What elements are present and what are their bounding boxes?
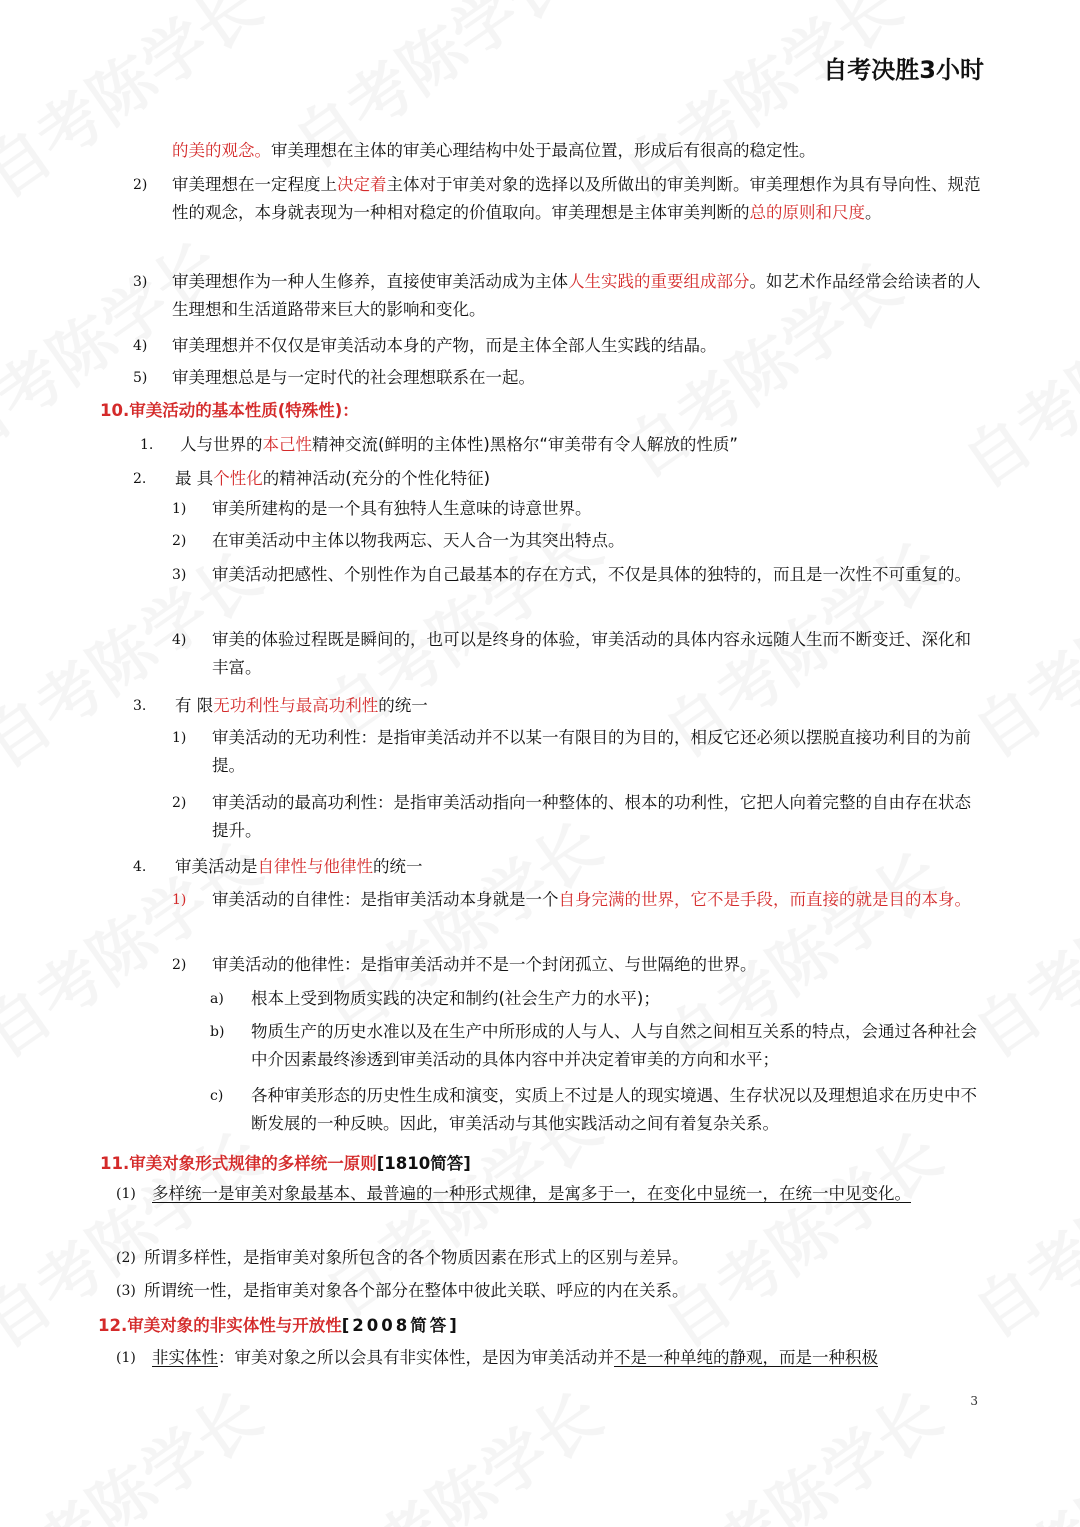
list-number: (1) [116, 1350, 136, 1366]
list-number: 2) [172, 795, 187, 811]
list-number: (2) [116, 1250, 136, 1266]
list-item-text: 根本上受到物质实践的决定和制约(社会生产力的水平)； [251, 989, 660, 1008]
list-item-text: 审美活动的他律性：是指审美活动并不是一个封闭孤立、与世隔绝的世界。 [212, 955, 757, 974]
list-number: 2) [172, 957, 187, 973]
list-item-text: 审美活动是自律性与他律性的统一 [175, 857, 423, 876]
list-letter: c) [210, 1088, 224, 1104]
watermark [643, 1107, 958, 1366]
list-item-text: 审美理想总是与一定时代的社会理想联系在一起。 [172, 368, 535, 387]
list-number: 4) [133, 338, 148, 354]
list-number: 3) [172, 567, 187, 583]
exam-tag: [1810简答] [376, 1154, 471, 1173]
list-item-text: 最 具个性化的精神活动(充分的个性化特征) [175, 469, 491, 488]
red-highlight: 决定着 [337, 175, 387, 194]
list-number: 4) [172, 632, 187, 648]
list-item-text: 审美理想在一定程度上决定着主体对于审美对象的选择以及所做出的审美判断。审美理想作为具有导向性、规范性的观念，本身就表现为一种相对稳定的价值取向。审美理想是主体审美判断的总的原则和尺度。 [172, 175, 981, 222]
list-item-text: 在审美活动中主体以物我两忘、天人合一为其突出特点。 [212, 531, 625, 550]
red-highlight: 自律性与他律性 [257, 857, 373, 876]
watermark [643, 1367, 958, 1527]
list-item-text: 各种审美形态的历史性生成和演变，实质上不过是人的现实境遇、生存状况以及理想追求在历史中不断发展的一种反映。因此，审美活动与其他实践活动之间有着复杂关系。 [251, 1086, 977, 1133]
list-number: (1) [116, 1186, 136, 1202]
red-highlight: 无功利性与最高功利性 [213, 696, 379, 715]
header-title: 自考决胜3小时 [823, 56, 984, 84]
section-heading: 11.审美对象形式规律的多样统一原则[1810简答] [100, 1154, 471, 1173]
watermark [0, 1367, 277, 1527]
list-number: 2) [133, 177, 148, 193]
list-item-text: 多样统一是审美对象最基本、最普遍的一种形式规律，是寓多于一，在变化中显统一，在统一中见变化。 [152, 1184, 911, 1203]
list-letter: a) [210, 991, 224, 1007]
list-item-text: 审美活动把感性、个别性作为自己最基本的存在方式，不仅是具体的独特的，而且是一次性不可重复的。 [212, 565, 971, 584]
exam-tag: [2008简答] [341, 1316, 460, 1335]
watermark [303, 1367, 618, 1527]
list-letter: b) [210, 1024, 225, 1040]
list-item-text: 非实体性：审美对象之所以会具有非实体性，是因为审美活动并不是一种单纯的静观，而是一种积极 [152, 1348, 878, 1367]
list-number: 1) [172, 892, 187, 908]
list-number: 4. [133, 859, 147, 875]
list-item-text: 审美活动的自律性：是指审美活动本身就是一个自身完满的世界，它不是手段，而直接的就是目的本身。 [212, 890, 971, 909]
list-item-text: 有 限无功利性与最高功利性的统一 [175, 696, 428, 715]
list-item-text: 审美活动的最高功利性：是指审美活动指向一种整体的、根本的功利性，它把人向着完整的自由存在状态提升。 [212, 793, 971, 840]
list-item-text: 审美理想作为一种人生修养，直接使审美活动成为主体人生实践的重要组成部分。如艺术作品经常会给读者的人生理想和生活道路带来巨大的影响和变化。 [172, 272, 981, 319]
red-highlight: 自身完满的世界，它不是手段，而直接的就是目的本身。 [558, 890, 971, 909]
red-highlight: 人生实践的重要组成部分 [568, 272, 750, 291]
list-item-text: 审美理想并不仅仅是审美活动本身的产物，而是主体全部人生实践的结晶。 [172, 336, 717, 355]
list-number: (3) [116, 1283, 136, 1299]
red-highlight: 的美的观念。 [172, 141, 271, 160]
list-number: 3. [133, 698, 147, 714]
page-number: 3 [970, 1394, 978, 1408]
list-item-text: 审美的体验过程既是瞬间的，也可以是终身的体验，审美活动的具体内容永远随人生而不断变迁、深化和丰富。 [212, 630, 971, 677]
list-item-text: 人与世界的本己性精神交流(鲜明的主体性)黑格尔“审美带有令人解放的性质” [180, 435, 738, 454]
red-highlight: 本己性 [262, 435, 312, 454]
underlined-term: 非实体性 [152, 1348, 218, 1367]
list-number: 3) [133, 274, 148, 290]
list-item-text: 审美所建构的是一个具有独特人生意味的诗意世界。 [212, 499, 592, 518]
list-item-text: 审美活动的无功利性：是指审美活动并不以某一有限目的为目的，相反它还必须以摆脱直接功利目的为前提。 [212, 728, 971, 775]
paragraph-continuation: 的美的观念。审美理想在主体的审美心理结构中处于最高位置，形成后有很高的稳定性。 [172, 141, 816, 160]
section-heading: 12.审美对象的非实体性与开放性[2008简答] [98, 1316, 460, 1335]
underlined-text: 不是一种单纯的静观，而是一种积极 [614, 1348, 878, 1367]
list-number: 1) [172, 501, 187, 517]
list-number: 1) [172, 730, 187, 746]
list-item-text: 所谓多样性，是指审美对象所包含的各个物质因素在形式上的区别与差异。 [144, 1248, 689, 1267]
list-number: 1. [140, 437, 154, 453]
list-item-text: 物质生产的历史水准以及在生产中所形成的人与人、人与自然之间相互关系的特点，会通过各种社会中介因素最终渗透到审美活动的具体内容中并决定着审美的方向和水平； [251, 1022, 977, 1069]
list-number: 5) [133, 370, 148, 386]
red-highlight: 个性化 [213, 469, 263, 488]
red-highlight: 总的原则和尺度 [749, 203, 865, 222]
list-number: 2) [172, 533, 187, 549]
list-item-text: 所谓统一性，是指审美对象各个部分在整体中彼此关联、呼应的内在关系。 [144, 1281, 689, 1300]
list-number: 2. [133, 471, 147, 487]
section-heading: 10.审美活动的基本性质(特殊性)： [100, 401, 359, 420]
